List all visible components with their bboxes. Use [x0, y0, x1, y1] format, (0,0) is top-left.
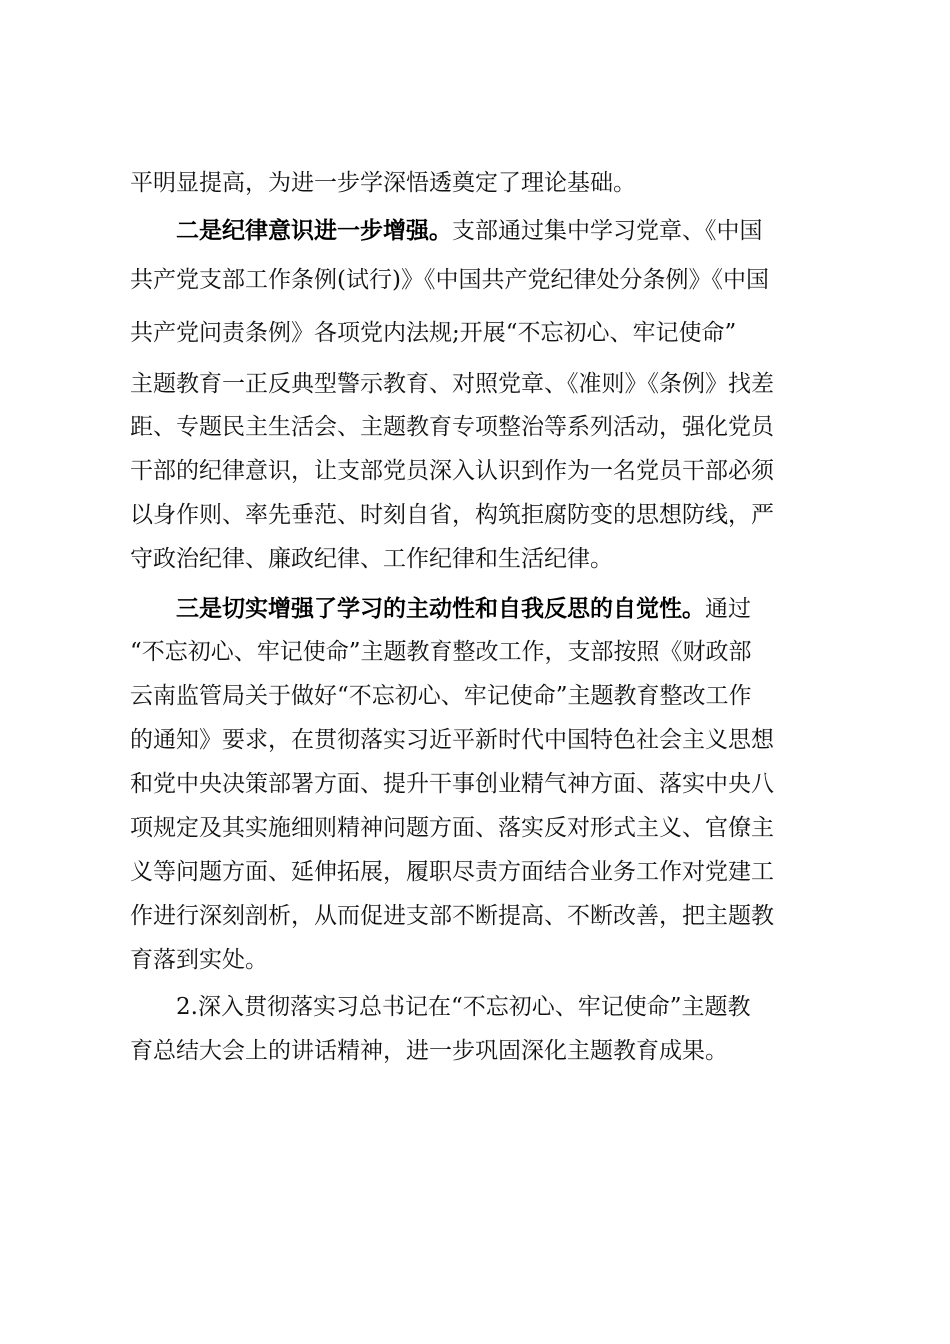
paragraph-line: 主题教育一正反典型警示教育、对照党章、《准则》《条例》找差	[130, 371, 774, 397]
paragraph-first-line: 2.深入贯彻落实习总书记在“不忘初心、牢记使命”主题教	[176, 994, 751, 1020]
paragraph-first-line	[176, 594, 751, 624]
paragraph-line: 作进行深刻剖析，从而促进支部不断提高、不断改善，把主题教	[130, 903, 774, 929]
paragraph-line: 云南监管局关于做好“不忘初心、牢记使命”主题教育整改工作	[130, 683, 752, 709]
paragraph-text: 通过	[705, 596, 751, 622]
paragraph-line: 守政治纪律、廉政纪律、工作纪律和生活纪律。	[130, 546, 613, 572]
paragraph-first-line	[176, 216, 763, 246]
paragraph-line: 以身作则、率先垂范、时刻自省，构筑拒腐防变的思想防线，严	[130, 502, 774, 528]
paragraph-line: 共产党问责条例》各项党内法规;开展“不忘初心、牢记使命”	[130, 320, 737, 346]
paragraph-line: 平明显提高，为进一步学深悟透奠定了理论基础。	[130, 170, 636, 196]
paragraph-text: 支部通过集中学习党章、《中国	[452, 218, 763, 244]
paragraph-line: 干部的纪律意识，让支部党员深入认识到作为一名党员干部必须	[130, 458, 774, 484]
paragraph-line: “不忘初心、牢记使命”主题教育整改工作，支部按照《财政部	[130, 639, 752, 665]
paragraph-heading: 二是纪律意识进一步增强。	[176, 218, 452, 244]
paragraph-line: 项规定及其实施细则精神问题方面、落实反对形式主义、官僚主	[130, 815, 774, 841]
paragraph-line: 义等问题方面、延伸拓展，履职尽责方面结合业务工作对党建工	[130, 859, 774, 885]
paragraph-line: 的通知》要求，在贯彻落实习近平新时代中国特色社会主义思想	[130, 727, 774, 753]
paragraph-line: 共产党支部工作条例(试行)》《中国共产党纪律处分条例》《中国	[130, 267, 769, 293]
paragraph-line: 距、专题民主生活会、主题教育专项整治等系列活动，强化党员	[130, 414, 774, 440]
paragraph-line: 育落到实处。	[130, 947, 268, 973]
paragraph-line: 和党中央决策部署方面、提升干事创业精气神方面、落实中央八	[130, 771, 774, 797]
paragraph-line: 育总结大会上的讲话精神，进一步巩固深化主题教育成果。	[130, 1038, 728, 1064]
paragraph-heading: 三是切实增强了学习的主动性和自我反思的自觉性。	[176, 596, 705, 622]
